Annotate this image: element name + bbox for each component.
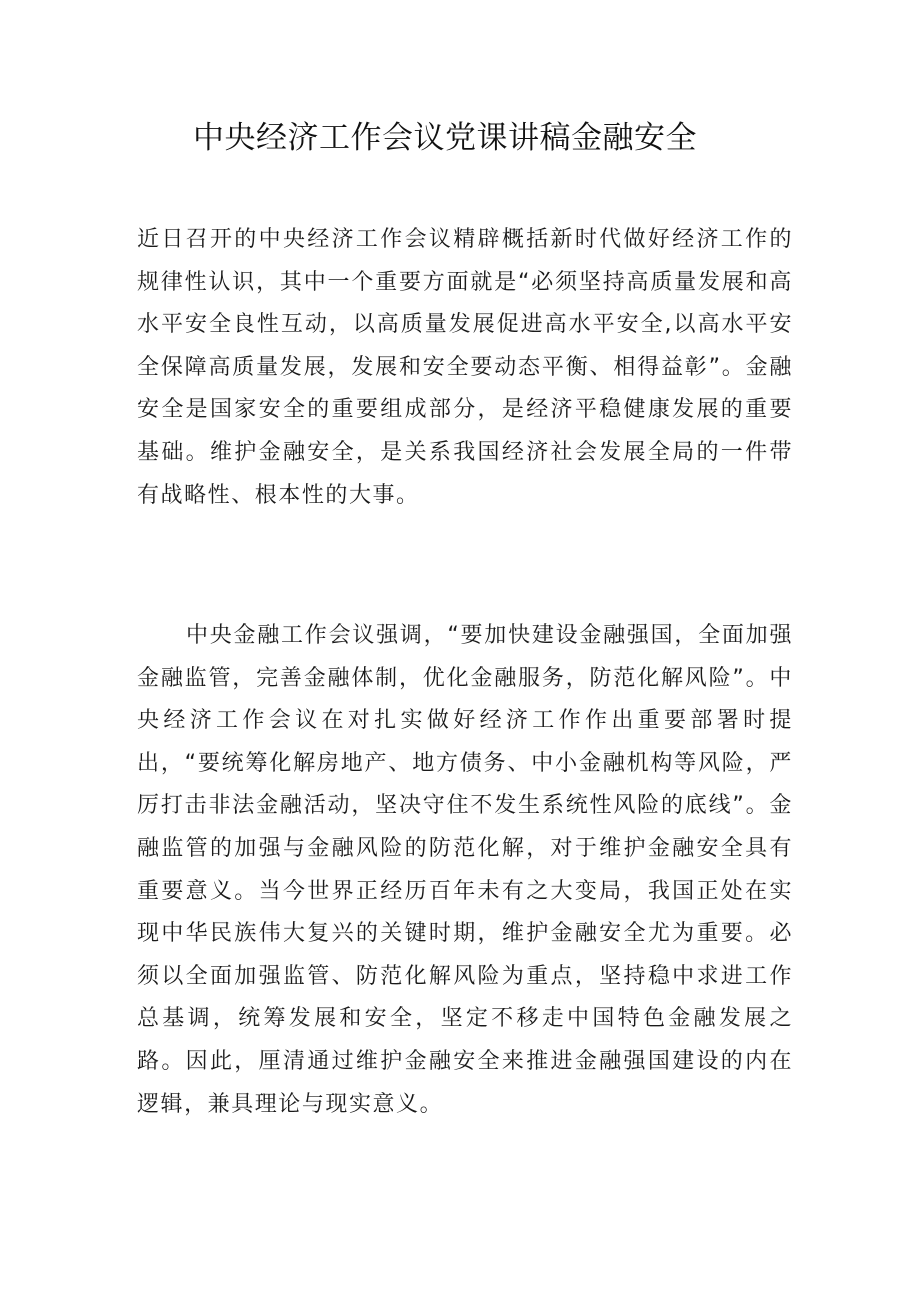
paragraph-1: 近日召开的中央经济工作会议精辟概括新时代做好经济工作的规律性认识，其中一个重要方面就是“必须坚持高质量发展和高水平安全良性互动，以高质量发展促进高水平安全,以高水平安全保障高质量发展，发展和安全要动态平衡、相得益彰”。金融安全是国家安全的重要组成部分，是经济平稳健康发展的重要基础。维护金融安全，是关系我国经济社会发展全局的一件带有战略性、根本性的大事。 bbox=[137, 227, 793, 508]
document-title: 中央经济工作会议党课讲稿金融安全 bbox=[193, 120, 697, 156]
paragraph-2: 中央金融工作会议强调，“要加快建设金融强国，全面加强金融监管，完善金融体制，优化金融服务，防范化解风险”。中央经济工作会议在对扎实做好经济工作作出重要部署时提出，“要统筹化解房地产、地方债务、中小金融机构等风险，严厉打击非法金融活动，坚决守住不发生系统性风险的底线”。金融监管的加强与金融风险的防范化解，对于维护金融安全具有重要意义。当今世界正经历百年未有之大变局，我国正处在实现中华民族伟大复兴的关键时期，维护金融安全尤为重要。必须以全面加强监管、防范化解风险为重点，坚持稳中求进工作总基调，统筹发展和安全，坚定不移走中国特色金融发展之路。因此，厘清通过维护金融安全来推进金融强国建设的内在逻辑，兼具理论与现实意义。 bbox=[137, 623, 793, 1117]
